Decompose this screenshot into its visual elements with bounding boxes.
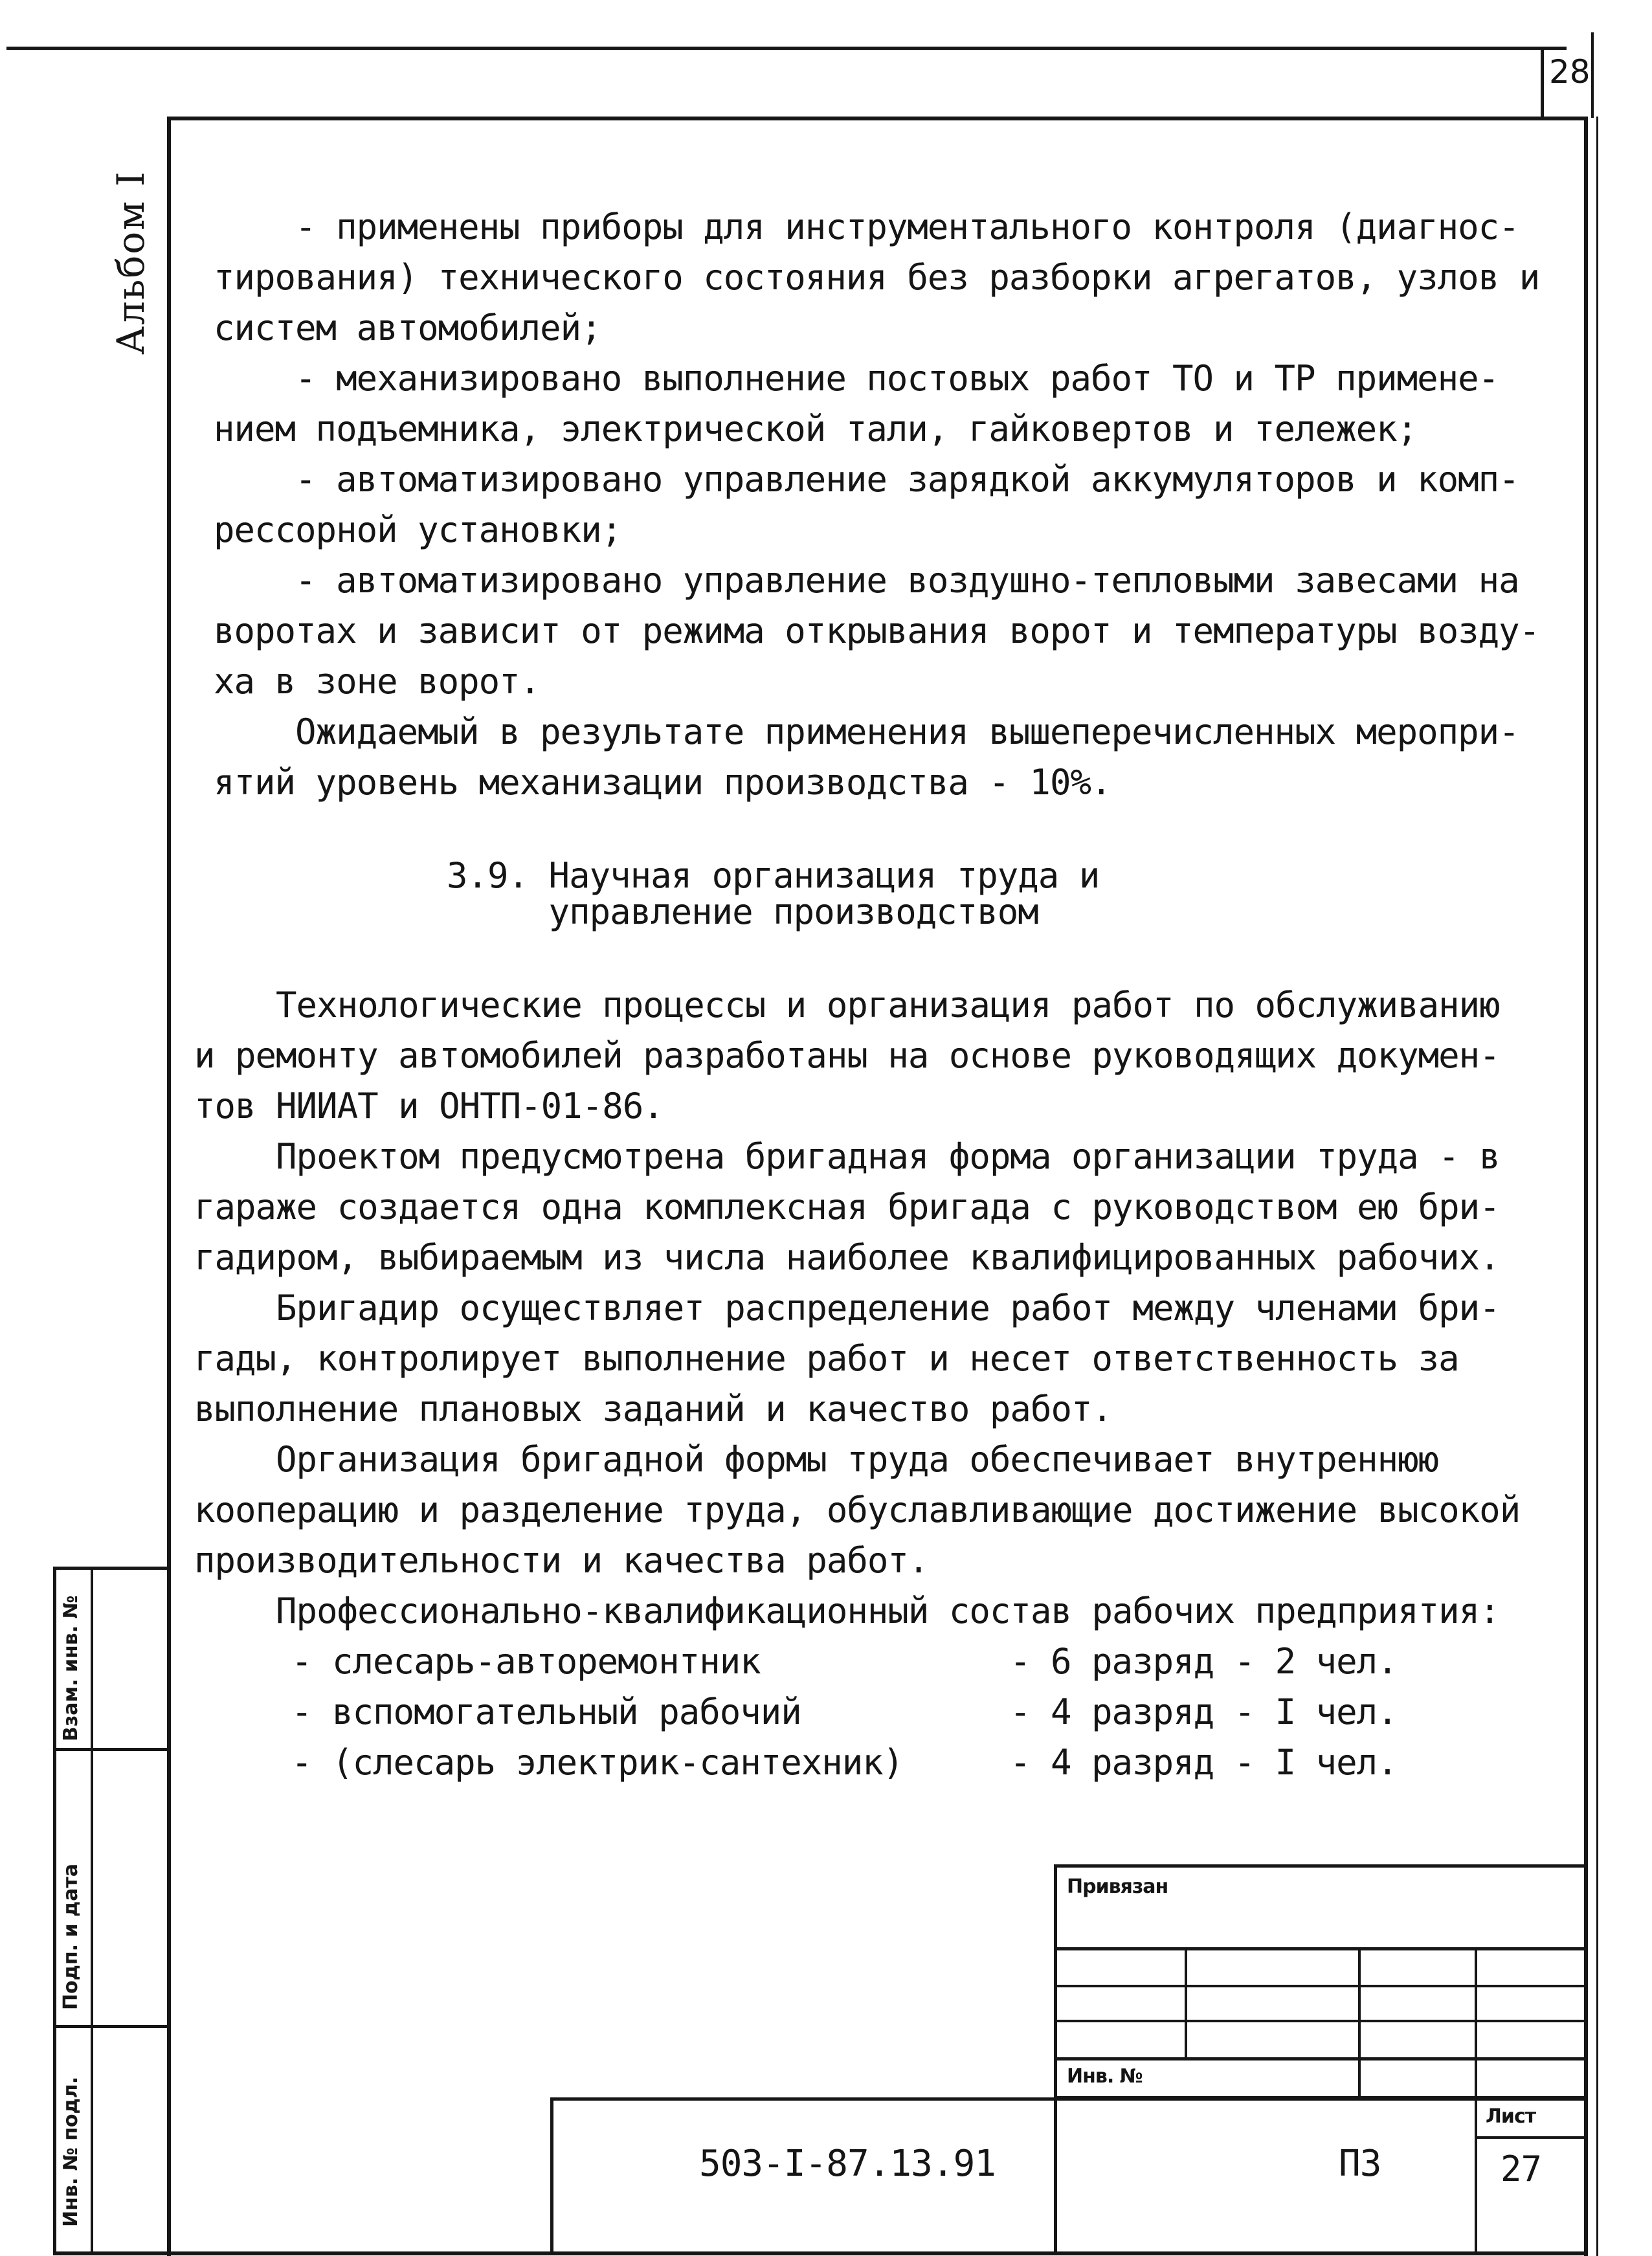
worker-3-name: - (слесарь электрик-сантехник) (291, 1742, 904, 1783)
sheet-label-divider (1475, 2136, 1586, 2139)
frame-bottom (53, 2251, 1588, 2255)
para9-line1: Организация бригадной формы труда обеспечивает внутреннюю (194, 1439, 1439, 1480)
page-number: 28 (1549, 53, 1591, 91)
worker-1-grade: - 6 разряд - 2 чел. (1010, 1641, 1398, 1682)
side-stamp-vzam-inv: Взам. инв. № (60, 1595, 82, 1741)
para6-line2: и ремонту автомобилей разработаны на основе руководящих докумен- (194, 1035, 1500, 1076)
section-heading-line2: управление производством (447, 891, 1038, 932)
worker-1-name: - слесарь-авторемонтник (291, 1641, 761, 1682)
para4-line3: ха в зоне ворот. (214, 661, 541, 702)
album-label: Альбом I (109, 170, 153, 355)
section-heading-line1: 3.9. Научная организация труда и (447, 855, 1100, 896)
para5-line1: Ожидаемый в результате применения вышеперечисленных меропри- (214, 711, 1519, 752)
para1-line2: тирования) технического состояния без разборки агрегатов, узлов и (214, 257, 1540, 298)
para4-line2: воротах и зависит от режима открывания ворот и температуры возду- (214, 610, 1540, 651)
para2-line1: - механизировано выполнение постовых работ ТО и ТР примене- (214, 358, 1499, 399)
para6-line1: Технологические процессы и организация работ по обслуживанию (194, 985, 1500, 1025)
document-code: 503-I-87.13.91 (699, 2143, 996, 2185)
para3-line2: рессорной установки; (214, 509, 622, 550)
side-stamp-podp-data: Подп. и дата (60, 1863, 82, 2010)
worker-2-grade: - 4 разряд - I чел. (1010, 1692, 1398, 1732)
worker-3-grade: - 4 разряд - I чел. (1010, 1742, 1398, 1783)
document-type: ПЗ (1339, 2143, 1381, 2185)
para8-line2: гады, контролирует выполнение работ и несет ответственность за (194, 1338, 1459, 1379)
privyazan-row-1 (1054, 1947, 1586, 1950)
para3-line1: - автоматизировано управление зарядкой аккумуляторов и комп- (214, 459, 1519, 500)
para1-line1: - применены приборы для инструментального контроля (диагнос- (214, 207, 1519, 247)
privyazan-row-4 (1054, 2057, 1586, 2061)
side-stamp-div-1 (53, 1748, 171, 1751)
side-stamp-outer-left (53, 1567, 56, 2254)
sheet-label: Лист (1486, 2105, 1536, 2128)
worker-2-name: - вспомогательный рабочий (291, 1692, 801, 1732)
para7-line1: Проектом предусмотрена бригадная форма организации труда - в (194, 1136, 1500, 1177)
inv-no-label: Инв. № (1067, 2065, 1143, 2088)
privyazan-col-2 (1358, 1947, 1361, 2096)
side-stamp-inv-podl: Инв. № подл. (60, 2076, 82, 2227)
side-stamp-inner-left (91, 1567, 93, 2254)
privyazan-row-2 (1054, 1985, 1586, 1987)
para8-line3: выполнение плановых заданий и качество работ. (194, 1389, 1112, 1429)
para7-line3: гадиром, выбираемым из числа наиболее квалифицированных рабочих. (194, 1237, 1500, 1278)
frame-right-outer (1596, 117, 1598, 2256)
para5-line2: ятий уровень механизации производства - 10%. (214, 762, 1111, 803)
code-block-left (550, 2097, 553, 2253)
para1-line3: систем автомобилей; (214, 307, 601, 348)
privyazan-col-1 (1185, 1947, 1187, 2061)
page-number-box-left (1541, 47, 1544, 118)
para10-line1: Профессионально-квалификационный состав рабочих предприятия: (194, 1591, 1500, 1631)
frame-right (1584, 117, 1588, 2256)
side-stamp-div-2 (53, 2025, 171, 2028)
para7-line2: гараже создается одна комплексная бригада с руководством ею бри- (194, 1187, 1500, 1227)
para9-line3: производительности и качества работ. (194, 1540, 929, 1581)
frame-left (167, 117, 171, 2256)
privyazan-row-3 (1054, 2020, 1586, 2022)
para4-line1: - автоматизировано управление воздушно-тепловыми завесами на (214, 560, 1519, 601)
frame-top (167, 117, 1588, 120)
para8-line1: Бригадир осуществляет распределение работ между членами бри- (194, 1288, 1500, 1328)
privyazan-label: Привязан (1067, 1875, 1168, 1898)
sheet-number: 27 (1501, 2149, 1542, 2189)
privyazan-top (1054, 1864, 1586, 1868)
para2-line2: нием подъемника, электрической тали, гайковертов и тележек; (214, 408, 1418, 449)
page-number-box-right (1591, 32, 1594, 118)
code-block-top (550, 2097, 1586, 2101)
side-stamp-top (53, 1567, 171, 1570)
top-rule (6, 47, 1567, 50)
para9-line2: кооперацию и разделение труда, обуславливающие достижение высокой (194, 1490, 1521, 1530)
para6-line3: тов НИИАТ и ОНТП-01-86. (194, 1086, 664, 1126)
